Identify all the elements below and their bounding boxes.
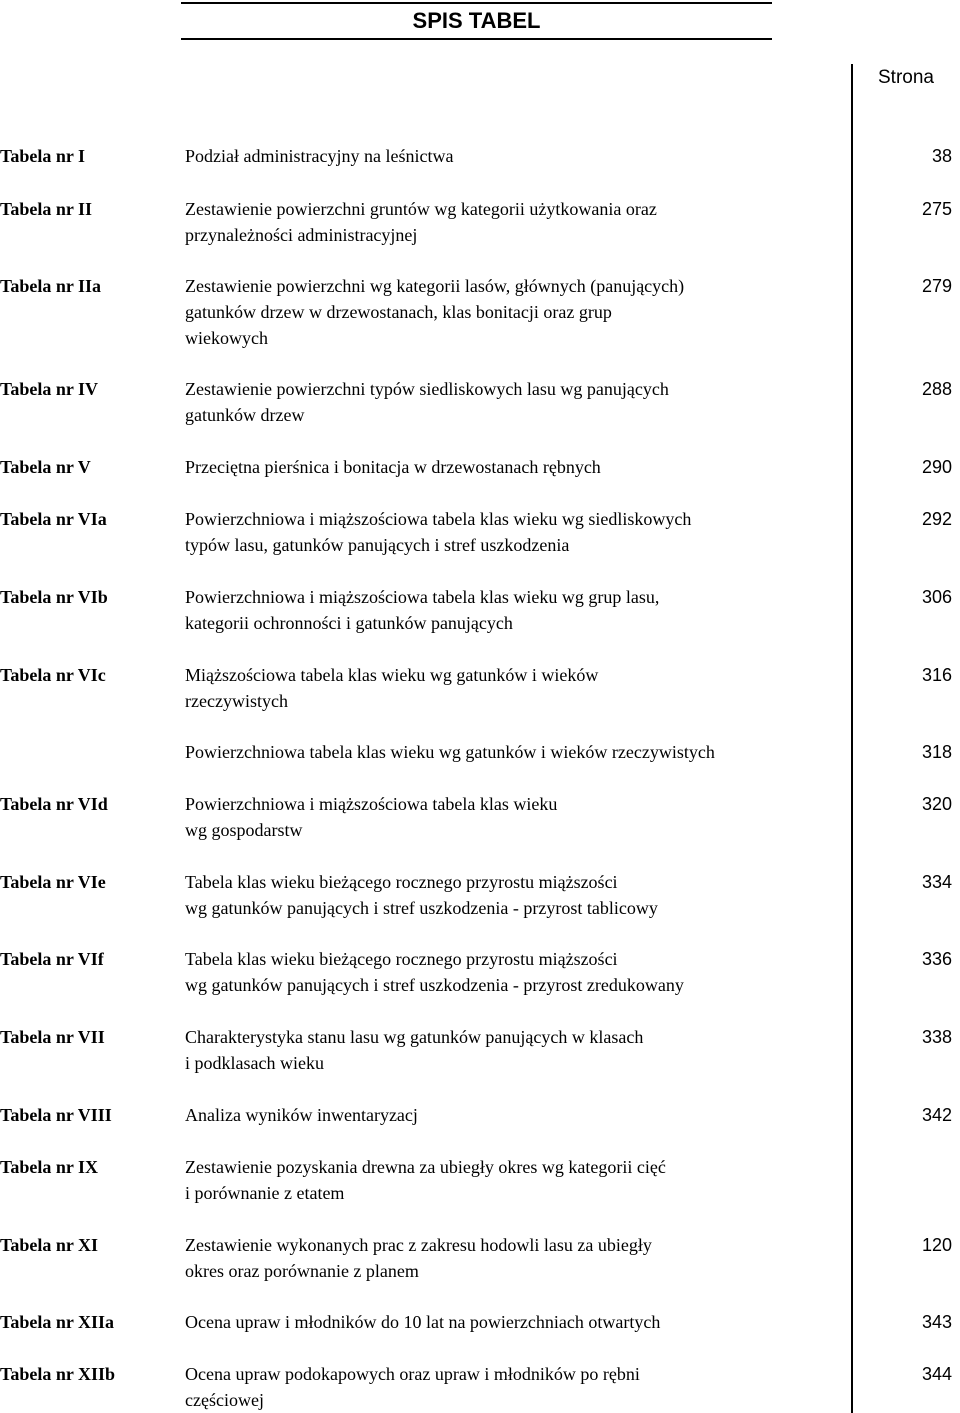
table-description: [185, 739, 825, 765]
description-line: rzeczywistych: [185, 691, 288, 711]
description-line: Zestawienie pozyskania drewna za ubiegły okres wg kategorii cięć: [185, 1157, 666, 1177]
page-number: 290: [921, 457, 952, 477]
page-number: 344: [921, 1364, 952, 1384]
table-description: [185, 946, 825, 998]
description-line: Ocena upraw podokapowych oraz upraw i młodników po rębni: [185, 1364, 640, 1384]
table-description: [185, 584, 825, 636]
table-number-label: Tabela nr IX: [0, 1157, 99, 1177]
table-number-label: Tabela nr V: [0, 457, 91, 477]
description-line: Charakterystyka stanu lasu wg gatunków panujących w klasach: [185, 1027, 644, 1047]
table-description: [185, 662, 825, 714]
page-number: 279: [921, 276, 952, 296]
page-number: 334: [921, 872, 952, 892]
page-number: 318: [921, 742, 952, 762]
table-description: [185, 1102, 825, 1128]
table-number-label: Tabela nr VIa: [0, 509, 107, 529]
description-line: Powierzchniowa i miąższościowa tabela klas wieku wg grup lasu,: [185, 587, 660, 607]
description-line: częściowej: [185, 1390, 264, 1410]
description-line: typów lasu, gatunków panujących i stref uszkodzenia: [185, 535, 570, 555]
description-line: Zestawienie wykonanych prac z zakresu hodowli lasu za ubiegły: [185, 1235, 652, 1255]
table-number-label: Tabela nr VId: [0, 794, 108, 814]
table-description: [185, 791, 825, 843]
description-line: wiekowych: [185, 328, 268, 348]
description-line: Miąższościowa tabela klas wieku wg gatunków i wieków: [185, 665, 599, 685]
description-line: Analiza wyników inwentaryzacj: [185, 1105, 418, 1125]
description-line: okres oraz porównanie z planem: [185, 1261, 419, 1281]
table-number-label: Tabela nr VIf: [0, 949, 104, 969]
page-number: 342: [921, 1105, 952, 1125]
description-line: gatunków drzew: [185, 405, 305, 425]
description-line: wg gospodarstw: [185, 820, 303, 840]
table-description: [185, 1024, 825, 1076]
table-number-label: Tabela nr IV: [0, 379, 99, 399]
description-line: Powierzchniowa tabela klas wieku wg gatunków i wieków rzeczywistych: [185, 742, 715, 762]
description-line: Tabela klas wieku bieżącego rocznego przyrostu miąższości: [185, 872, 618, 892]
description-line: kategorii ochronności i gatunków panujących: [185, 613, 513, 633]
description-line: przynależności administracyjnej: [185, 225, 418, 245]
table-description: [185, 506, 825, 558]
description-line: wg gatunków panujących i stref uszkodzenia - przyrost tablicowy: [185, 898, 658, 918]
table-number-label: Tabela nr IIa: [0, 276, 102, 296]
table-number-label: Tabela nr II: [0, 199, 93, 219]
table-description: [185, 1309, 825, 1335]
page-title: SPIS TABEL: [181, 2, 772, 40]
description-line: Powierzchniowa i miąższościowa tabela klas wieku: [185, 794, 558, 814]
page-number: 316: [921, 665, 952, 685]
page-column-header: Strona: [878, 67, 934, 88]
table-description: [185, 454, 825, 480]
page-number: 38: [931, 146, 952, 166]
table-number-label: Tabela nr XIIa: [0, 1312, 115, 1332]
page-column-divider: [851, 64, 853, 1413]
page-number: 306: [921, 587, 952, 607]
table-number-label: Tabela nr VIe: [0, 872, 106, 892]
description-line: Powierzchniowa i miąższościowa tabela klas wieku wg siedliskowych: [185, 509, 692, 529]
table-description: [185, 869, 825, 921]
page-number: 336: [921, 949, 952, 969]
table-number-label: Tabela nr XI: [0, 1235, 99, 1255]
description-line: Zestawienie powierzchni wg kategorii lasów, głównych (panujących): [185, 276, 685, 296]
page-number: 320: [921, 794, 952, 814]
description-line: Tabela klas wieku bieżącego rocznego przyrostu miąższości: [185, 949, 618, 969]
table-number-label: Tabela nr XIIb: [0, 1364, 116, 1384]
description-line: i porównanie z etatem: [185, 1183, 345, 1203]
table-number-label: Tabela nr I: [0, 146, 86, 166]
page-number: 288: [921, 379, 952, 399]
table-description: [185, 196, 825, 248]
table-number-label: Tabela nr VIII: [0, 1105, 112, 1125]
table-description: [185, 143, 825, 169]
description-line: wg gatunków panujących i stref uszkodzenia - przyrost zredukowany: [185, 975, 684, 995]
table-description: [185, 1361, 825, 1413]
description-line: Podział administracyjny na leśnictwa: [185, 146, 454, 166]
page-number: 275: [921, 199, 952, 219]
page-number: 292: [921, 509, 952, 529]
page-number: 120: [921, 1235, 952, 1255]
table-number-label: Tabela nr VIb: [0, 587, 108, 607]
description-line: Ocena upraw i młodników do 10 lat na powierzchniach otwartych: [185, 1312, 661, 1332]
table-description: [185, 1232, 825, 1284]
description-line: gatunków drzew w drzewostanach, klas bonitacji oraz grup: [185, 302, 612, 322]
description-line: Zestawienie powierzchni gruntów wg kategorii użytkowania oraz: [185, 199, 657, 219]
table-description: [185, 1154, 825, 1206]
page-number: 338: [921, 1027, 952, 1047]
description-line: i podklasach wieku: [185, 1053, 324, 1073]
description-line: Zestawienie powierzchni typów siedliskowych lasu wg panujących: [185, 379, 669, 399]
table-number-label: Tabela nr VIc: [0, 665, 106, 685]
table-description: [185, 273, 825, 351]
page-number: 343: [921, 1312, 952, 1332]
table-number-label: Tabela nr VII: [0, 1027, 105, 1047]
description-line: Przeciętna pierśnica i bonitacja w drzewostanach rębnych: [185, 457, 601, 477]
table-description: [185, 376, 825, 428]
